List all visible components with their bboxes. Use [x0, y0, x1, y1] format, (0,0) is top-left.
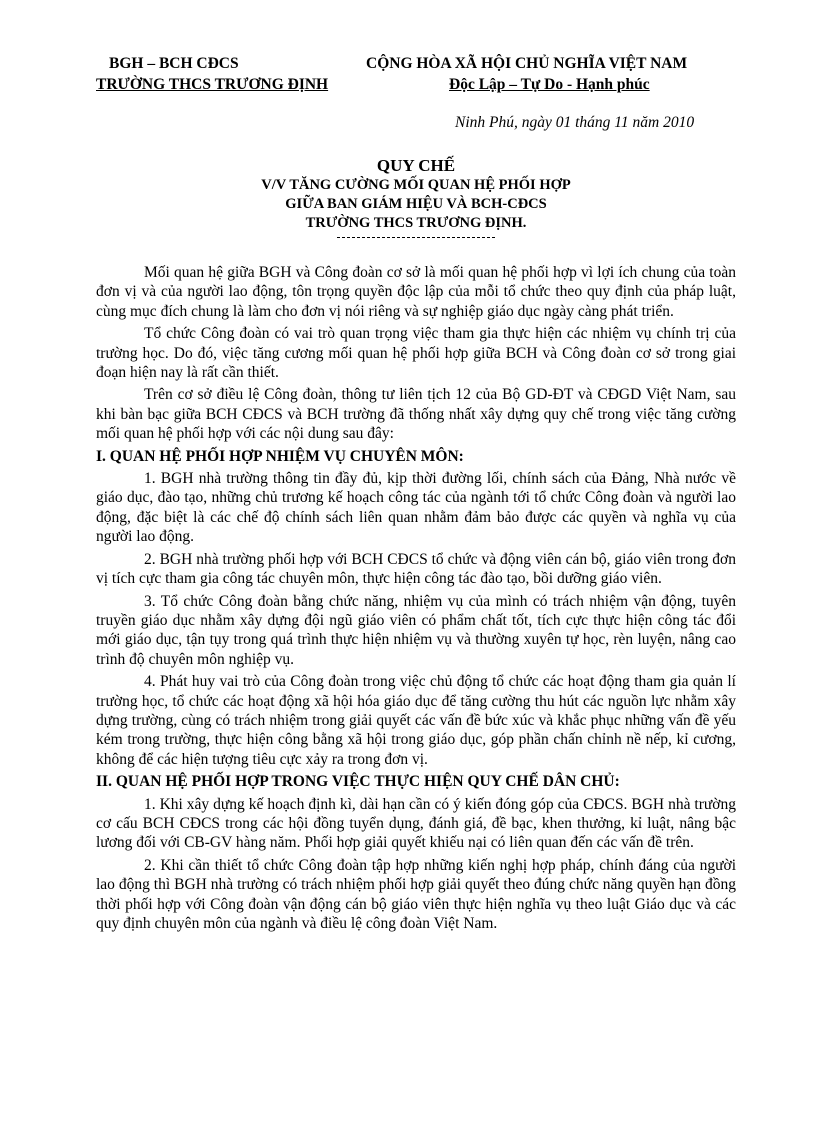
national-motto	[356, 74, 756, 95]
national-motto-block	[356, 53, 756, 95]
title-divider	[337, 237, 495, 238]
document-subtitle-1: V/V TĂNG CƯỜNG MỐI QUAN HỆ PHỐI HỢP	[261, 177, 571, 193]
school-name-text: TRƯỜNG THCS TRƯƠNG ĐỊNH	[96, 76, 329, 93]
section-2-item: 2. Khi cần thiết tổ chức Công đoàn tập hợp những kiến nghị hợp pháp, chính đáng của người lao động thì BGH nhà trường có trách nhiệm phối hợp giải quyết theo đúng chức năng quyền hạn đồng thời phối hợp với Công đoàn vận động cán bộ giáo viên thực hiện nghĩa vụ theo luật Giáo dục và các quy định chuyên môn của ngành và điều lệ công đoàn Việt Nam.	[96, 856, 736, 932]
intro-paragraph: Mối quan hệ giữa BGH và Công đoàn cơ sở là mối quan hệ phối hợp vì lợi ích chung của toàn đơn vị và của người lao động, tôn trọng quyền độc lập của mỗi tổ chức theo quy định của pháp luật, cùng mục đích chung là làm cho đơn vị nói riêng và sự nghiệp giáo dục ngày càng phát triển.	[96, 264, 736, 320]
title-block	[96, 156, 736, 238]
issuer-line: BGH – BCH CĐCS	[109, 55, 239, 72]
section-1-item: 4. Phát huy vai trò của Công đoàn trong việc chủ động tổ chức các hoạt động tham gia quản lí trường học, tổ chức các hoạt động xã hội hóa giáo dục để tăng cường thu hút các nguồn lực nhằm xây dựng trường, cùng có trách nhiệm trong giải quyết các vấn đề bức xúc và khắc phục những vấn đề yếu kém trong trường, thực hiện công bằng xã hội trong giáo dục, góp phần chấn chỉnh nề nếp, kỉ cương, không để các hiện tượng tiêu cực xảy ra trong đơn vị.	[96, 673, 736, 768]
document-subtitle-2: GIỮA BAN GIÁM HIỆU VÀ BCH-CĐCS	[285, 196, 547, 212]
section-1-item: 1. BGH nhà trường thông tin đầy đủ, kịp thời đường lối, chính sách của Đảng, Nhà nước về giáo dục, đào tạo, những chủ trương kế hoạch công tác của ngành tới tổ chức Công đoàn và người lao động, đặc biệt là các chế độ chính sách liên quan nhằm đảm bảo được các quyền và nghĩa vụ của người lao động.	[96, 470, 736, 546]
national-motto-text: Độc Lập – Tự Do - Hạnh phúc	[449, 76, 650, 93]
document-subtitle-3: TRƯỜNG THCS TRƯƠNG ĐỊNH.	[305, 215, 527, 231]
document-date: Ninh Phú, ngày 01 tháng 11 năm 2010	[455, 114, 695, 131]
section-1-heading: I. QUAN HỆ PHỐI HỢP NHIỆM VỤ CHUYÊN MÔN:	[96, 447, 464, 465]
school-name	[96, 74, 396, 95]
document-body	[96, 263, 736, 936]
national-title: CỘNG HÒA XÃ HỘI CHỦ NGHĨA VIỆT NAM	[366, 55, 688, 72]
section-2-item: 1. Khi xây dựng kế hoạch định kì, dài hạn cần có ý kiến đóng góp của CĐCS. BGH nhà trường cơ cấu BCH CĐCS trong các hội đồng tuyển dụng, đánh giá, đề bạc, khen thưởng, kỉ luật, nâng bậc lương đối với CB-GV hàng năm. Phối hợp giải quyết khiếu nại có liên quan đến các vấn đề trên.	[96, 795, 736, 852]
document-title: QUY CHẾ	[376, 156, 456, 175]
issuer-block	[96, 53, 396, 95]
intro-paragraph: Tổ chức Công đoàn có vai trò quan trọng việc tham gia thực hiện các nhiệm vụ chính trị của trường học. Do đó, việc tăng cương mối quan hệ phối hợp giữa BCH và Công đoàn cơ sở trong giai đoạn hiện nay là rất cần thiết.	[96, 325, 736, 382]
section-1-item: 2. BGH nhà trường phối hợp với BCH CĐCS tổ chức và động viên cán bộ, giáo viên trong đơn vị tích cực tham gia công tác chuyên môn, thực hiện công tác đào tạo, bồi dưỡng giáo viên.	[96, 550, 736, 588]
section-2-heading: II. QUAN HỆ PHỐI HỢP TRONG VIỆC THỰC HIỆN QUY CHẾ DÂN CHỦ:	[96, 773, 620, 791]
section-1-item: 3. Tổ chức Công đoàn bằng chức năng, nhiệm vụ của mình có trách nhiệm vận động, tuyên truyền giáo dục nhằm xây dựng đội ngũ giáo viên có phẩm chất tốt, tích cực thực hiện công tác đổi mới giáo dục, tận tụy trong quá trình thực hiện nhiệm vụ và thường xuyên tự học, rèn luyện, nâng cao trình độ chuyên môn nghiệp vụ.	[96, 592, 736, 668]
intro-paragraph: Trên cơ sở điều lệ Công đoàn, thông tư liên tịch 12 của Bộ GD-ĐT và CĐGD Việt Nam, sau khi bàn bạc giữa BCH CĐCS và BCH trường đã thống nhất xây dựng quy chế trong việc tăng cường mối quan hệ phối hợp với các nội dung sau đây:	[96, 386, 736, 443]
